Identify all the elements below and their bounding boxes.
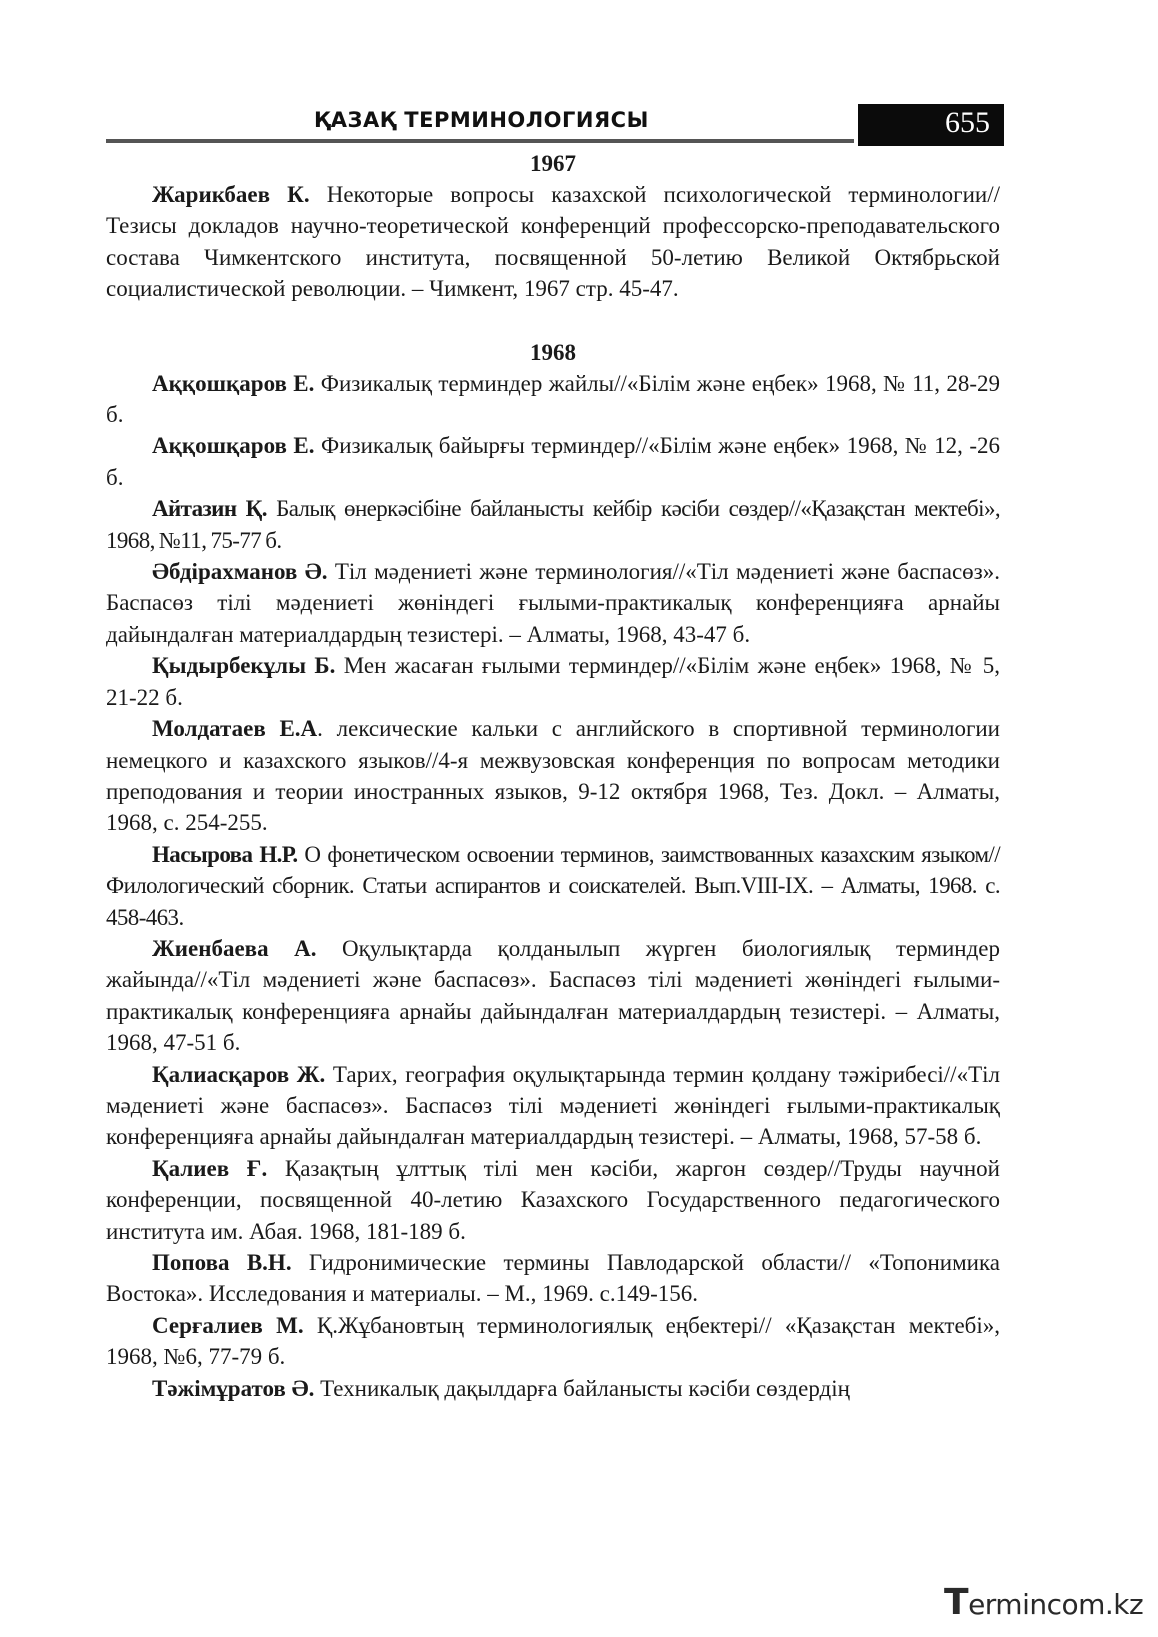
entry-text: Балық өнеркәсібіне байланысты кейбір кәсіби сөздер//«Қазақстан мектебі», 1968, №11, 75-77 б. bbox=[106, 496, 1000, 553]
page-number-box bbox=[858, 104, 1004, 146]
bibliography-entry bbox=[106, 493, 1000, 556]
entry-author: Қалиасқаров Ж. bbox=[152, 1061, 326, 1087]
bibliography-entry bbox=[106, 1310, 1000, 1373]
section-gap bbox=[106, 305, 1000, 337]
entry-text: О фонетическом освоении терминов, заимствованных казахским языком//Филологический сборник. Статьи аспирантов и соискателей. Вып.VIII-IX. – Алматы, 1968. с. 458-463. bbox=[106, 841, 1000, 930]
bibliography-body bbox=[106, 148, 1000, 1404]
entry-author: Жиенбаева А. bbox=[152, 935, 317, 961]
header-rule bbox=[106, 139, 854, 143]
bibliography-entry bbox=[106, 650, 1000, 713]
entry-text: Мен жасаған ғылыми терминдер//«Білім және еңбек» 1968, № 5, 21-22 б. bbox=[106, 653, 1000, 710]
entry-author: Серғалиев М. bbox=[152, 1312, 304, 1338]
entry-author: Айтазин Қ. bbox=[152, 496, 267, 522]
entry-text: . лексические кальки с английского в спортивной терминологии немецкого и казахского языков//4-я межвузовская конференция по вопросам методики преподования и теории иностранных языков, 9-12 октября 1968, Тез. Докл. – Алматы, 1968, с. 254-255. bbox=[106, 716, 1000, 836]
bibliography-entry bbox=[106, 713, 1000, 839]
watermark-initial: T bbox=[944, 1582, 969, 1623]
entry-text: Техникалық дақылдарға байланысты кәсіби сөздердің bbox=[314, 1375, 850, 1401]
entry-text: Физикалық терминдер жайлы//«Білім және еңбек» 1968, № 11, 28-29 б. bbox=[106, 370, 1001, 428]
site-watermark bbox=[944, 1582, 1143, 1623]
bibliography-entry bbox=[106, 1373, 1000, 1404]
entry-text: Оқулықтарда қолданылып жүрген биологиялық терминдер жайында//«Тіл мәдениеті және баспасөз». Баспасөз тілі мәдениеті жөніндегі ғылыми-практикалық конференцияға арнайы дайындалған материалдардың тезистері. – Алматы, 1968, 47-51 б. bbox=[106, 935, 1000, 1056]
bibliography-entry bbox=[106, 179, 1000, 305]
entry-author: Аққошқаров Е. bbox=[152, 433, 315, 459]
entry-author: Молдатаев Е.А bbox=[152, 716, 318, 742]
entry-author: Жарикбаев К. bbox=[152, 182, 310, 207]
bibliography-entry bbox=[106, 368, 1000, 431]
entry-author: Қалиев Ғ. bbox=[152, 1155, 268, 1181]
bibliography-entry bbox=[106, 1059, 1000, 1153]
entry-text: Некоторые вопросы казахской психологической терминологии//Тезисы докладов научно-теоретической конференций профессорско-преподавательского состава Чимкентского института, посвященной 50-летию Великой Октябрьской социалистической революции. – Чимкент, 1967 стр. 45-47. bbox=[106, 182, 1000, 302]
bibliography-entry bbox=[106, 1247, 1000, 1310]
entry-text: Гидронимические термины Павлодарской области// «Топонимика Востока». Исследования и материалы. – М., 1969. с.149-156. bbox=[106, 1250, 1000, 1307]
bibliography-entry bbox=[106, 1153, 1000, 1247]
watermark-text: ermincom.kz bbox=[968, 1588, 1144, 1621]
entry-author: Попова В.Н. bbox=[152, 1250, 292, 1275]
entry-author: Әбдірахманов Ә. bbox=[152, 559, 328, 585]
year-heading-1967: 1967 bbox=[530, 151, 576, 176]
entry-text: Тіл мәдениеті және терминология//«Тіл мәдениеті және баспасөз». Баспасөз тілі мәдениеті жөніндегі ғылыми-практикалық конференцияға арнайы дайындалған материалдардың тезистері. – Алматы, 1968, 43-47 б. bbox=[106, 559, 1000, 647]
entry-text: Физикалық байырғы терминдер//«Білім және еңбек» 1968, № 12, -26 б. bbox=[106, 433, 1000, 490]
bibliography-entry bbox=[106, 556, 1000, 650]
entry-author: Аққошқаров Е. bbox=[152, 370, 315, 396]
entry-text: Қазақтың ұлттық тілі мен кәсіби, жаргон сөздер//Труды научной конференции, посвященной 40-летию Казахского Государственного педагогического института им. Абая. 1968, 181-189 б. bbox=[106, 1155, 1000, 1244]
bibliography-entry bbox=[106, 933, 1000, 1059]
entry-author: Тәжімұратов Ә. bbox=[152, 1375, 315, 1401]
entry-author: Насырова Н.Р. bbox=[152, 841, 298, 867]
header-title: ҚАЗАҚ ТЕРМИНОЛОГИЯСЫ bbox=[314, 108, 649, 132]
bibliography-entry bbox=[106, 430, 1000, 493]
bibliography-entry bbox=[106, 839, 1000, 933]
page-number: 655 bbox=[945, 106, 990, 139]
entry-text: Тарих, география оқулықтарында термин қолдану тәжірибесі//«Тіл мәдениеті және баспасөз». Баспасөз тілі мәдениеті жөніндегі ғылыми-практикалық конференцияға арнайы дайындалған материалдардың тезистері. – Алматы, 1968, 57-58 б. bbox=[106, 1061, 1000, 1150]
entry-author: Қыдырбекұлы Б. bbox=[152, 653, 336, 679]
entry-text: Қ.Жұбановтың терминологиялық еңбектері// «Қазақстан мектебі», 1968, №6, 77-79 б. bbox=[106, 1312, 1000, 1370]
running-header bbox=[106, 104, 1000, 146]
year-heading-1968: 1968 bbox=[530, 339, 576, 365]
